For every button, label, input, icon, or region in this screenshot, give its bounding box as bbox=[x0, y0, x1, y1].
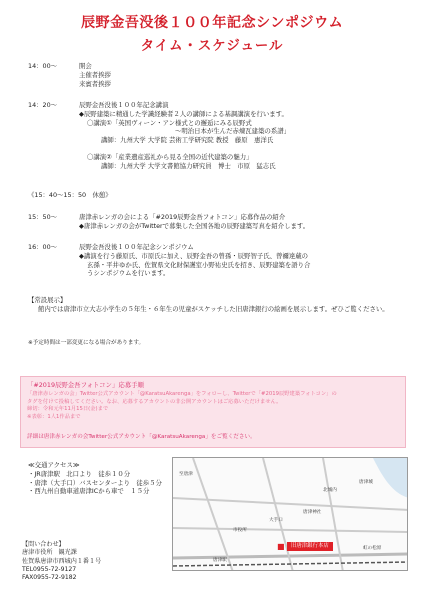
map-label: 市役所 bbox=[233, 528, 247, 533]
map-label: 唐津城 bbox=[359, 480, 373, 485]
contact-line: FAX0955-72-9182 bbox=[22, 574, 77, 582]
photocon-line: タグを付けて投稿してください。なお、応募するアカウントの非公開アカウントはご応募いただけません。 bbox=[27, 398, 282, 405]
section-description: うシンポジウムを行います。 bbox=[87, 269, 170, 278]
contact-line: 唐津市役所 観光課 bbox=[22, 549, 77, 557]
photocon-title: 「#2019辰野金吾フォトコン」応募手順 bbox=[27, 381, 144, 389]
access-item: ・JR唐津駅 北口より 徒歩１０分 bbox=[28, 469, 131, 478]
time-label: 15：50～ bbox=[28, 213, 58, 221]
section-heading: 辰野金吾没後１００年記念シンポジウム bbox=[79, 243, 194, 251]
exhibit-heading: 【常設展示】 bbox=[28, 296, 67, 304]
lecture-speaker: 講師：九州大学 大学文書館協力研究員 博士 市原 猛志氏 bbox=[101, 161, 276, 170]
section-description: ◆辰野建築に精通した学識経験者２人の講師による基調講演を行います。 bbox=[79, 109, 288, 118]
photocon-line: ※表彰：1人1作品まで bbox=[27, 413, 81, 420]
photocon-line: 「唐津赤レンガの会」Twitter公式アカウント「@KaratsuAkarenga」をフォローし、Twitterで「#2019辰野建築フォトコン」の bbox=[27, 391, 337, 397]
contact-line: TEL0955-72-9127 bbox=[22, 565, 77, 573]
exhibit-body: 館内では唐津市立大志小学生の５年生・６年生の児童がスケッチした旧唐津銀行の絵画を展示します。ぜひご覧ください。 bbox=[38, 304, 389, 313]
map-label: 唐津神社 bbox=[303, 510, 322, 515]
access-item: ・唐津（大手口）バスセンターより 徒歩５分 bbox=[28, 478, 162, 487]
page-title: 辰野金吾没後１００年記念シンポジウム bbox=[80, 15, 344, 31]
section-heading: 辰野金吾没後１００年記念講演 bbox=[79, 101, 169, 109]
time-label: 14：00～ bbox=[28, 62, 58, 70]
lecture-title: 〇講演②「産業遺産巡礼から見る全国の近代建築の魅力」 bbox=[87, 153, 253, 162]
map-label: 北城内 bbox=[323, 488, 337, 493]
section-description: ◆講演を行う藤原氏、市原氏に加え、辰野金吾の曾孫・辰野智子氏、曾禰達蔵の bbox=[79, 251, 308, 260]
exhibit-section bbox=[28, 296, 408, 314]
section-heading: 唐津赤レンガの会による「#2019辰野金吾フォトコン」応募作品の紹介 bbox=[79, 213, 286, 221]
map-label: 虹の松原 bbox=[363, 546, 382, 551]
access-item: ・西九州自動車道唐津ICから車で １５分 bbox=[28, 487, 150, 496]
lecture-subtitle: ～明治日本が生んだ赤煉瓦建築の系譜」 bbox=[175, 127, 291, 136]
schedule-item: 主催者挨拶 bbox=[79, 70, 111, 79]
access-heading: ≪交通アクセス≫ bbox=[28, 461, 80, 469]
map-label: 唐津駅 bbox=[213, 558, 227, 563]
map-destination: 旧唐津銀行本店 bbox=[287, 542, 333, 551]
lecture-title: 〇講演①「英国ヴィーン・アン様式との邂逅にみる辰野式 bbox=[87, 118, 252, 127]
access-section bbox=[28, 461, 162, 496]
section-description: 玄孫・平井ゆか氏、佐賀県文化財保護室小野祐史氏を招き、辰野建築を語り合 bbox=[87, 260, 311, 269]
section-description: ◆唐津赤レンガの会がTwitterで募集した全国各地の辰野建築写真を紹介します。 bbox=[79, 221, 310, 230]
destination-marker-icon: ■ bbox=[277, 542, 285, 551]
access-map bbox=[172, 457, 408, 571]
break-label: 《15：40～15：50 休憩》 bbox=[28, 191, 112, 199]
photocon-body bbox=[27, 391, 401, 421]
photocon-account: 詳細は唐津赤レンガの会Twitter公式アカウント「@KaratsuAkarenga」をご覧ください。 bbox=[27, 434, 256, 440]
page-subtitle: タイム・スケジュール bbox=[140, 38, 284, 54]
map-label: 至唐津 bbox=[179, 472, 193, 477]
schedule-item: 開会 bbox=[79, 62, 92, 70]
contact-section bbox=[22, 541, 101, 582]
photocon-box bbox=[20, 376, 406, 448]
photocon-line: 締切：令和元年11月15日(金)まで bbox=[27, 406, 109, 413]
time-label: 16：00～ bbox=[28, 243, 58, 251]
schedule-note: ※予定時間は一部変更になる場合があります。 bbox=[28, 340, 145, 346]
contact-heading: 【問い合わせ】 bbox=[22, 541, 65, 548]
time-label: 14：20～ bbox=[28, 101, 58, 109]
map-roads bbox=[173, 458, 408, 571]
schedule-item: 来賓者挨拶 bbox=[79, 79, 111, 88]
lecture-speaker: 講師：九州大学 大学院 芸術工学研究院 教授 藤原 惠洋氏 bbox=[101, 136, 274, 145]
contact-line: 佐賀県唐津市西城内１番１号 bbox=[22, 557, 102, 565]
map-label: 大手口 bbox=[269, 518, 283, 523]
